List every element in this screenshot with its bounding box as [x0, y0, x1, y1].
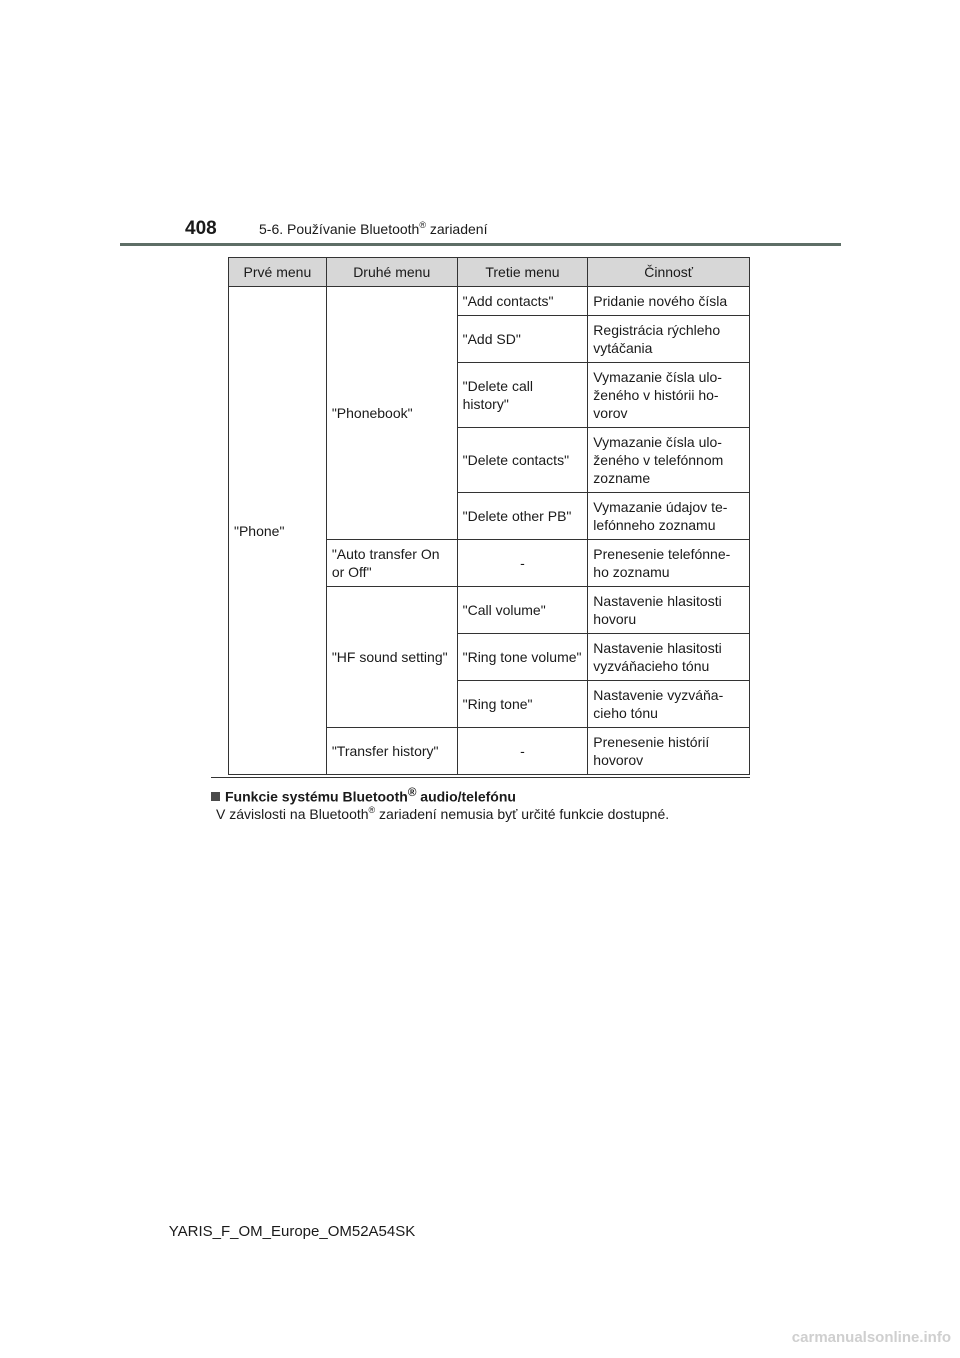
action-cell: Registrácia rýchleho vytáčania [588, 316, 750, 363]
table-row [229, 287, 750, 316]
action-cell: Vymazanie čísla ulo-ženého v telefónnom zozname [588, 428, 750, 493]
column-header: Prvé menu [229, 258, 327, 287]
action-cell: Vymazanie údajov te-lefónneho zoznamu [588, 493, 750, 540]
third-menu-cell: "Ring tone" [457, 681, 588, 728]
second-menu-cell: "Phonebook" [326, 287, 457, 540]
third-menu-cell: - [457, 540, 588, 587]
column-header: Druhé menu [326, 258, 457, 287]
first-menu-cell: "Phone" [229, 287, 327, 775]
menu-table [228, 257, 750, 775]
table-header-row [229, 258, 750, 287]
third-menu-cell: - [457, 728, 588, 775]
third-menu-cell: "Ring tone volume" [457, 634, 588, 681]
action-cell: Nastavenie vyzváňa-cieho tónu [588, 681, 750, 728]
section-title: 5-6. Používanie Bluetooth® zariadení [259, 220, 488, 237]
action-cell: Vymazanie čísla ulo-ženého v histórii ho-vorov [588, 363, 750, 428]
action-cell: Nastavenie hlasitosti vyzváňacieho tónu [588, 634, 750, 681]
page-number: 408 [185, 218, 217, 239]
third-menu-cell: "Add contacts" [457, 287, 588, 316]
column-header: Tretie menu [457, 258, 588, 287]
footer-doc-code: YARIS_F_OM_Europe_OM52A54SK [168, 1223, 416, 1240]
action-cell: Nastavenie hlasitosti hovoru [588, 587, 750, 634]
third-menu-cell: "Call volume" [457, 587, 588, 634]
second-menu-cell: "HF sound setting" [326, 587, 457, 728]
second-menu-cell: "Auto transfer On or Off" [326, 540, 457, 587]
third-menu-cell: "Delete call history" [457, 363, 588, 428]
action-cell: Prenesenie histórií hovorov [588, 728, 750, 775]
second-menu-cell: "Transfer history" [326, 728, 457, 775]
action-cell: Pridanie nového čísla [588, 287, 750, 316]
header-rule [120, 243, 841, 246]
third-menu-cell: "Add SD" [457, 316, 588, 363]
note-title: Funkcie systému Bluetooth® audio/telefónu [211, 786, 516, 805]
section-divider [211, 777, 750, 778]
third-menu-cell: "Delete other PB" [457, 493, 588, 540]
column-header: Činnosť [588, 258, 750, 287]
square-bullet-icon [211, 792, 220, 801]
action-cell: Prenesenie telefónne-ho zoznamu [588, 540, 750, 587]
third-menu-cell: "Delete contacts" [457, 428, 588, 493]
note-body: V závislosti na Bluetooth® zariadení nemusia byť určité funkcie dostupné. [216, 805, 670, 822]
watermark: carmanualsonline.info [791, 1329, 951, 1346]
